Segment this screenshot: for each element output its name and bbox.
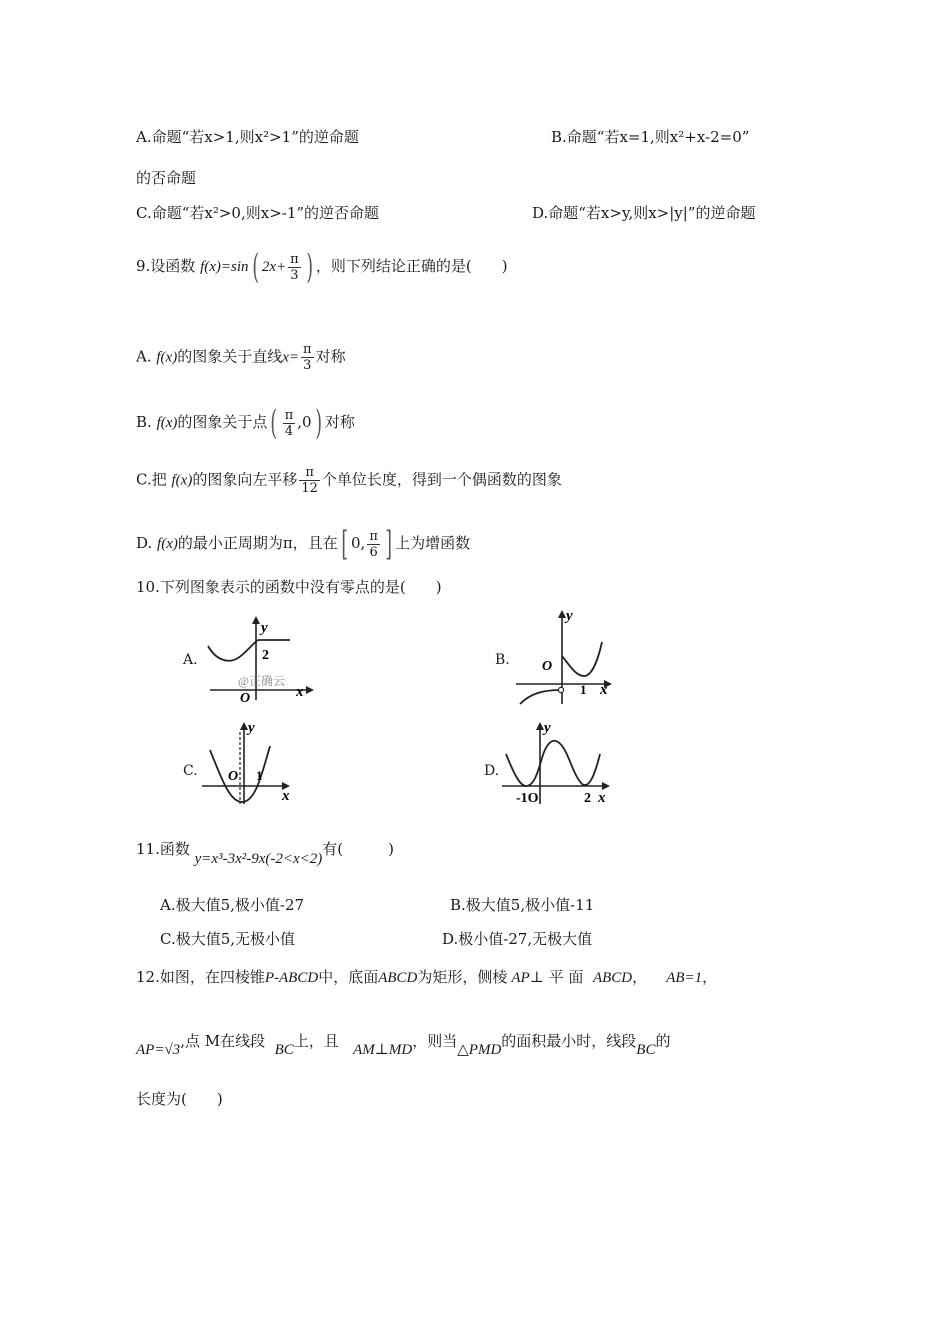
q10-label-c: C. xyxy=(183,763,198,779)
q10-graph-d xyxy=(498,714,616,806)
x-axis-arrow-icon xyxy=(602,782,610,790)
right-bracket: ] xyxy=(385,524,392,564)
q8-option-b-continued: 的否命题 xyxy=(136,169,197,187)
denominator: 4 xyxy=(284,423,294,439)
numerator: π xyxy=(290,251,299,267)
q9-option-a xyxy=(136,342,346,373)
value-1-label: 1 xyxy=(580,682,587,697)
q8-option-a: A.命题“若x>1,则x²>1”的逆命题 xyxy=(136,128,359,146)
text: 为矩形，侧棱 xyxy=(417,968,508,986)
numerator: π xyxy=(299,465,320,481)
option-text-end: 上为增函数 xyxy=(395,534,471,552)
y-axis-arrow-icon xyxy=(240,722,248,730)
numerator: π xyxy=(369,528,378,544)
q9-function: f(x)=sin xyxy=(200,259,249,275)
y-axis-arrow-icon xyxy=(536,722,544,730)
text: 的面积最小时，线段 xyxy=(501,1032,637,1050)
q10-label-b: B. xyxy=(495,652,510,668)
math-ap: AP=√3 xyxy=(136,1042,181,1058)
x-label: x xyxy=(598,790,606,806)
option-text-end: 对称 xyxy=(324,413,355,431)
math-bc: BC xyxy=(636,1042,656,1058)
line-equation: x= xyxy=(282,349,300,366)
text: ,点 M在线段 xyxy=(180,1032,266,1050)
function-symbol: f(x) xyxy=(171,472,193,489)
y-axis-arrow-icon xyxy=(252,616,260,624)
option-letter: A. xyxy=(136,347,152,366)
text: ， xyxy=(702,968,718,986)
pi-over-3-fraction xyxy=(288,252,301,283)
option-text: 的图象向左平移 xyxy=(192,470,298,489)
origin-label: O xyxy=(228,769,239,784)
x-label: x xyxy=(296,684,304,700)
q11-stem-prefix: 11.函数 xyxy=(136,840,190,858)
q12-line-1 xyxy=(136,966,717,989)
value-2-label: 2 xyxy=(262,648,269,663)
q10-label-d: D. xyxy=(484,763,500,779)
math-perp: AP⊥ xyxy=(511,970,544,986)
value-1-label: 1 xyxy=(256,768,263,783)
x-label: x xyxy=(600,682,608,698)
left-curve xyxy=(520,690,560,704)
q10-graph-c xyxy=(198,714,298,806)
q9-option-d xyxy=(136,524,471,564)
open-point xyxy=(558,687,563,692)
interval-start: 0, xyxy=(351,534,366,552)
right-curve xyxy=(562,642,602,676)
q11-option-a: A.极大值5,极小值-27 xyxy=(160,896,305,914)
right-paren: ) xyxy=(314,403,322,443)
q10-graph-a xyxy=(198,612,318,704)
option-letter: B. xyxy=(136,413,152,431)
option-text-end: 个单位长度，得到一个偶函数的图象 xyxy=(321,470,562,489)
option-letter: D. xyxy=(136,534,153,552)
function-symbol: f(x) xyxy=(157,536,178,552)
q11-stem xyxy=(136,838,394,867)
function-symbol: f(x) xyxy=(156,415,178,431)
x-label: x xyxy=(282,788,290,804)
q10-label-a: A. xyxy=(183,652,198,668)
q11-option-b: B.极大值5,极小值-11 xyxy=(450,896,595,914)
denominator: 3 xyxy=(290,267,299,283)
math-pyramid: P-ABCD xyxy=(264,970,319,986)
numerator: π xyxy=(303,342,312,357)
watermark: @正确云 xyxy=(238,674,286,688)
option-text: 的最小正周期为π，且在 xyxy=(177,534,338,552)
point-coordinate: ,0 xyxy=(297,413,312,431)
text: 平 面 xyxy=(548,968,584,986)
function-symbol: f(x) xyxy=(156,349,178,366)
q8-option-b: B.命题“若x=1,则x²+x-2=0” xyxy=(551,128,750,146)
pi-over-4-fraction xyxy=(283,408,296,439)
text: 中，底面 xyxy=(318,968,379,986)
option-text: 的图象关于点 xyxy=(177,413,268,431)
pi-over-6-fraction xyxy=(367,529,380,560)
q8-option-c: C.命题“若x²>0,则x>-1”的逆否命题 xyxy=(136,204,380,222)
q9-option-b xyxy=(136,403,355,443)
math-ab: AB=1 xyxy=(666,970,703,986)
text: 上，且 xyxy=(293,1032,339,1050)
text: 12.如图，在四棱锥 xyxy=(136,968,265,986)
pi-over-3-fraction xyxy=(301,342,314,373)
text: ， xyxy=(632,968,648,986)
q12-line-2 xyxy=(136,1030,671,1058)
q9-stem-suffix: ，则下列结论正确的是( ) xyxy=(315,257,508,275)
q9-option-c xyxy=(136,465,562,496)
y-label: y xyxy=(566,608,573,624)
q11-function: y=x³-3x²-9x(-2<x<2) xyxy=(194,851,323,867)
option-letter: C.把 xyxy=(136,470,167,489)
curve xyxy=(208,640,258,661)
text: ，则当 xyxy=(412,1032,458,1050)
q10-stem: 10.下列图象表示的函数中没有零点的是( ) xyxy=(136,578,442,596)
text: 的 xyxy=(655,1032,671,1050)
right-paren: ) xyxy=(305,247,313,287)
q9-argument: 2x+ xyxy=(261,259,287,275)
left-paren: ( xyxy=(251,247,259,287)
neg-one-origin-label: -1O xyxy=(516,791,539,806)
y-axis-arrow-icon xyxy=(558,610,566,618)
origin-label: O xyxy=(240,691,251,704)
option-text-end: 对称 xyxy=(315,347,346,366)
denominator: 12 xyxy=(301,481,318,496)
y-label: y xyxy=(261,620,268,636)
value-2-label: 2 xyxy=(584,791,591,806)
q9-stem xyxy=(136,247,508,287)
left-bracket: [ xyxy=(341,524,348,564)
curve xyxy=(506,741,600,786)
math-base: ABCD xyxy=(378,970,418,986)
q12-line-3: 长度为( ) xyxy=(136,1090,223,1108)
math-bc: BC xyxy=(274,1042,294,1058)
q11-option-d: D.极小值-27,无极大值 xyxy=(442,930,593,948)
q10-graph-b xyxy=(512,604,616,706)
q11-option-c: C.极大值5,无极小值 xyxy=(160,930,296,948)
origin-label: O xyxy=(542,659,553,674)
denominator: 3 xyxy=(303,358,312,373)
y-label: y xyxy=(248,720,255,736)
x-axis-arrow-icon xyxy=(306,686,314,694)
y-label: y xyxy=(544,720,551,736)
math-plane: ABCD xyxy=(592,970,633,986)
left-paren: ( xyxy=(270,403,278,443)
numerator: π xyxy=(284,407,294,423)
denominator: 6 xyxy=(369,544,378,560)
q9-stem-prefix: 9.设函数 xyxy=(136,257,196,275)
option-text: 的图象关于直线 xyxy=(177,347,283,366)
math-am-md: AM⊥MD xyxy=(353,1042,413,1058)
pi-over-12-fraction xyxy=(299,465,320,496)
math-triangle: △PMD xyxy=(457,1042,502,1058)
q8-option-d: D.命题“若x>y,则x>|y|”的逆命题 xyxy=(532,204,756,222)
q11-stem-suffix: 有( ) xyxy=(322,840,394,858)
